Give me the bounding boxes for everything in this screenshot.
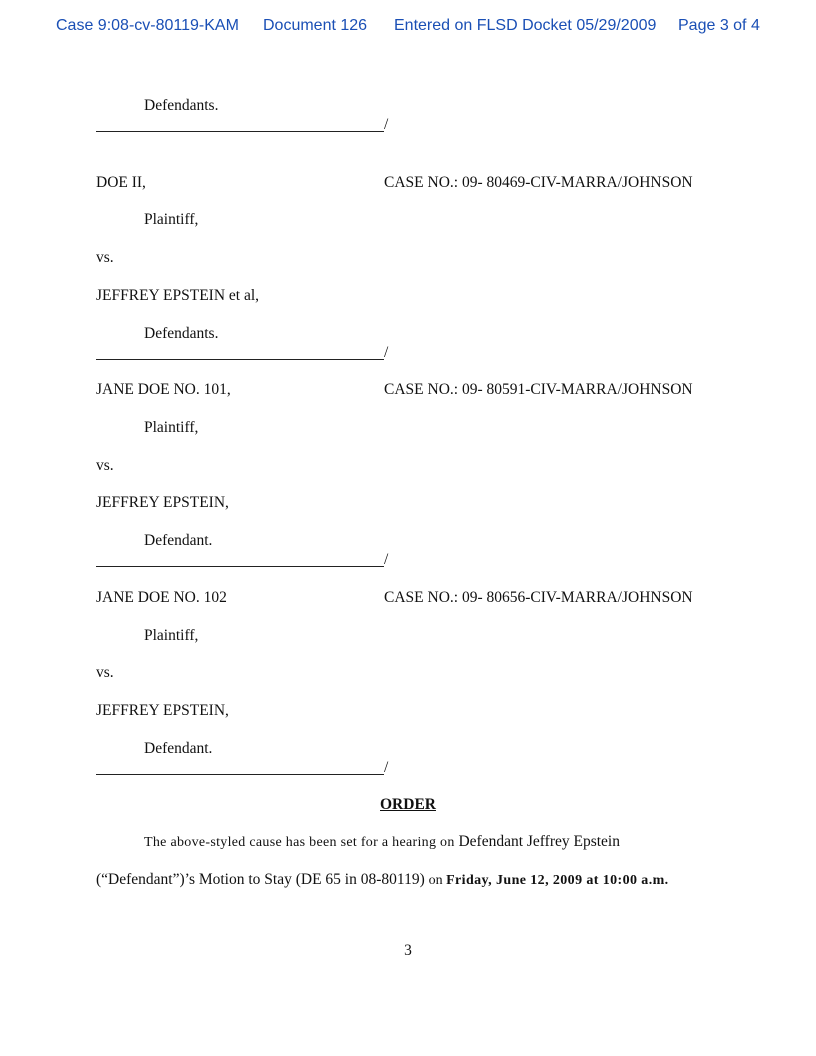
header-entered-date: Entered on FLSD Docket 05/29/2009 [394, 17, 657, 34]
plaintiff-role: Plaintiff, [144, 211, 199, 228]
plaintiff-role: Plaintiff, [144, 419, 199, 436]
defendant-role: Defendant. [144, 532, 213, 549]
case-number: CASE NO.: 09- 80591-CIV-MARRA/JOHNSON [384, 381, 693, 398]
plaintiff-role: Plaintiff, [144, 627, 199, 644]
header-document-number: Document 126 [263, 17, 368, 34]
defendant-name: JEFFREY EPSTEIN, [96, 702, 229, 719]
order-text-segment: The above-styled cause has been set for a hearing on [144, 835, 459, 850]
docket-header [0, 17, 816, 39]
plaintiff-name: DOE II, [96, 174, 146, 191]
order-text-segment: Defendant Jeffrey Epstein [458, 833, 620, 850]
versus-label: vs. [96, 664, 114, 681]
defendant-role: Defendants. [144, 325, 219, 342]
signature-rule [0, 342, 816, 362]
rule-slash: / [384, 344, 389, 361]
order-text-segment: (“Defendant”)’s Motion to Stay (DE 65 in 08-80119) [96, 871, 429, 888]
order-text-segment: on [428, 873, 447, 888]
order-paragraph-line-2 [96, 871, 669, 890]
case-number: CASE NO.: 09- 80469-CIV-MARRA/JOHNSON [384, 174, 693, 191]
rule-slash: / [384, 551, 389, 568]
defendants-label: Defendants. [144, 97, 219, 114]
versus-label: vs. [96, 457, 114, 474]
defendant-name: JEFFREY EPSTEIN et al, [96, 287, 260, 304]
versus-label: vs. [96, 249, 114, 266]
plaintiff-name: JANE DOE NO. 102 [96, 589, 227, 606]
case-number: CASE NO.: 09- 80656-CIV-MARRA/JOHNSON [384, 589, 693, 606]
signature-rule [0, 114, 816, 134]
page-number: 3 [404, 942, 412, 959]
defendant-role: Defendant. [144, 740, 213, 757]
hearing-date-time: Friday, June 12, 2009 at 10:00 a.m. [446, 873, 669, 888]
signature-rule [0, 549, 816, 569]
header-case-number: Case 9:08-cv-80119-KAM [56, 17, 239, 34]
plaintiff-name: JANE DOE NO. 101, [96, 381, 231, 398]
header-page-count: Page 3 of 4 [678, 17, 760, 34]
rule-slash: / [384, 759, 389, 776]
rule-slash: / [384, 116, 389, 133]
signature-rule [0, 757, 816, 777]
order-paragraph-line-1 [144, 833, 620, 852]
defendant-name: JEFFREY EPSTEIN, [96, 494, 229, 511]
order-heading: ORDER [380, 796, 436, 813]
